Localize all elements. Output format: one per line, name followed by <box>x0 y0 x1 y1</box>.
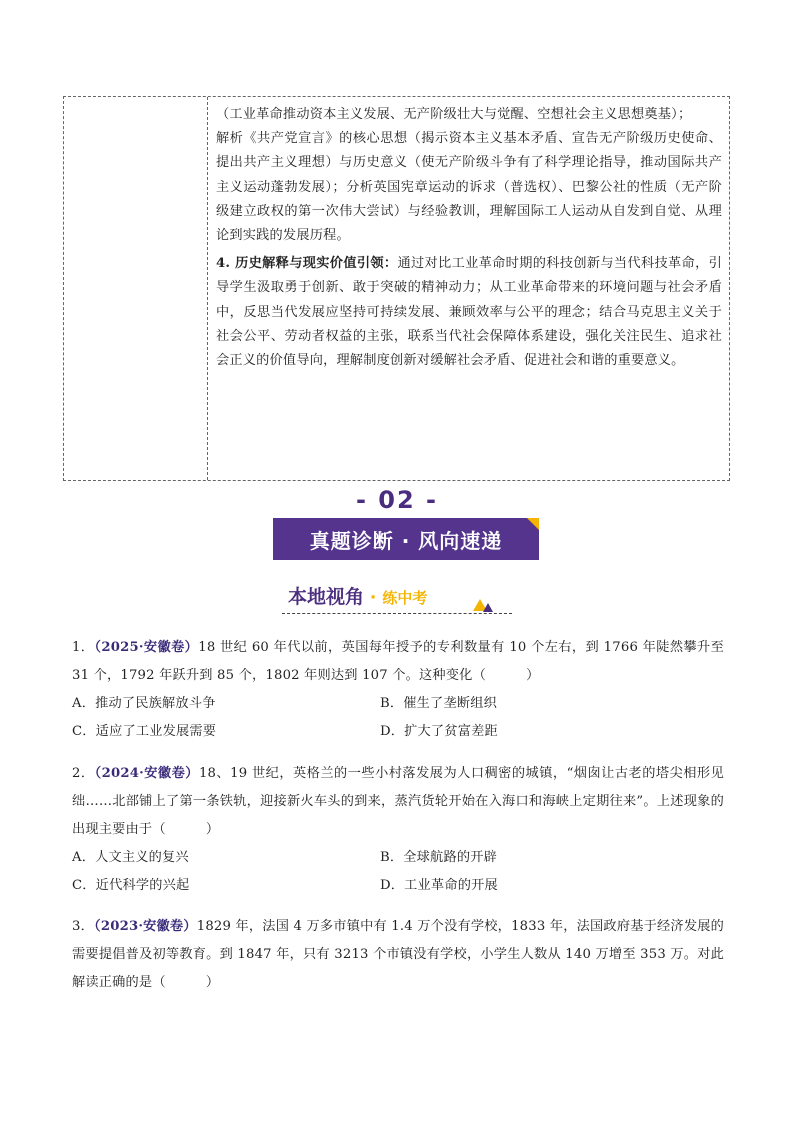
point4-title: 4. 历史解释与现实价值引领： <box>216 256 398 272</box>
option-row <box>72 872 724 900</box>
table-paragraph-2: 解析《共产党宣言》的核心思想（揭示资本主义基本矛盾、宣告无产阶级历史使命、提出共产主义理想）与历史意义（使无产阶级斗争有了科学理论指导，推动国际共产主义运动蓬勃发展）；分析英国宪章运动的诉求（普选权）、巴黎公社的性质（无产阶级建立政权的第一次伟大尝试）与经验教训，理解国际工人运动从自发到自觉、从理论到实践的发展历程。 <box>216 131 722 244</box>
question-source: （2023·安徽卷） <box>94 919 197 934</box>
question-source: （2024·安徽卷） <box>94 766 199 781</box>
table-left-cell <box>64 97 208 480</box>
subheading-main: 本地视角 <box>288 586 365 608</box>
table-point-4 <box>216 252 722 373</box>
question-text: 18 世纪 60 年代以前，英国每年授予的专利数量有 10 个左右，到 1766 年陡然攀升至 31 个，1792 年跃升到 85 个，1802 年则达到 107 个。这种变化（ ） <box>72 640 724 683</box>
subheading-underline <box>282 613 512 614</box>
subheading-dot: · <box>364 588 383 608</box>
question-text: 18、19 世纪，英格兰的一些小村落发展为人口稠密的城镇，“烟囱让古老的塔尖相形见绌……北部铺上了第一条铁轨，迎接新火车头的到来，蒸汽货轮开始在入海口和海峡上定期往来”。上述现象的出现主要由于（ ） <box>72 766 724 837</box>
option-d[interactable]: D．工业革命的开展 <box>380 878 498 893</box>
question-3 <box>72 913 724 997</box>
question-number: 1． <box>72 640 95 655</box>
subheading-tail: 练中考 <box>382 589 428 607</box>
option-c[interactable]: C．适应了工业发展需要 <box>72 724 217 739</box>
question-stem <box>72 760 724 844</box>
section-banner: 真题诊断 · 风向速递 <box>273 518 539 560</box>
question-1 <box>72 634 724 746</box>
point4-text: 通过对比工业革命时期的科技创新与当代科技革命，引导学生汲取勇于创新、敢于突破的精神动力；从工业革命带来的环境问题与社会矛盾中，反思当代发展应坚持可持续发展、兼顾效率与公平的理念；结合马克思主义关于社会公平、劳动者权益的主张，联系当代社会保障体系建设，强化关注民生、追求社会正义的价值导向，理解制度创新对缓解社会矛盾、促进社会和谐的重要意义。 <box>216 256 722 369</box>
question-number: 3． <box>72 919 95 934</box>
option-b[interactable]: B．全球航路的开辟 <box>380 850 497 865</box>
objectives-table <box>63 96 730 481</box>
option-row <box>72 718 724 746</box>
triangle-decoration-icon <box>483 603 493 612</box>
option-row <box>72 690 724 718</box>
question-2 <box>72 760 724 900</box>
question-source: （2025·安徽卷） <box>94 640 199 655</box>
option-a[interactable]: A．人文主义的复兴 <box>72 850 189 865</box>
option-d[interactable]: D．扩大了贫富差距 <box>380 724 498 739</box>
option-a[interactable]: A．推动了民族解放斗争 <box>72 696 216 711</box>
question-number: 2． <box>72 766 95 781</box>
option-c[interactable]: C．近代科学的兴起 <box>72 878 190 893</box>
option-row <box>72 844 724 872</box>
question-text: 1829 年，法国 4 万多市镇中有 1.4 万个没有学校，1833 年，法国政府基于经济发展的需要提倡普及初等教育。到 1847 年，只有 3213 个市镇没有学校，小学生人数从 140 万增至 353 万。对此解读正确的是（ ） <box>72 919 725 990</box>
table-right-cell <box>216 103 722 373</box>
banner-corner-decoration <box>527 518 539 530</box>
question-stem <box>72 634 724 690</box>
question-stem <box>72 913 724 997</box>
section-number: - 02 - <box>355 486 439 514</box>
table-paragraph-1: （工业革命推动资本主义发展、无产阶级壮大与觉醒、空想社会主义思想奠基）； <box>216 107 692 122</box>
option-b[interactable]: B．催生了垄断组织 <box>380 696 497 711</box>
